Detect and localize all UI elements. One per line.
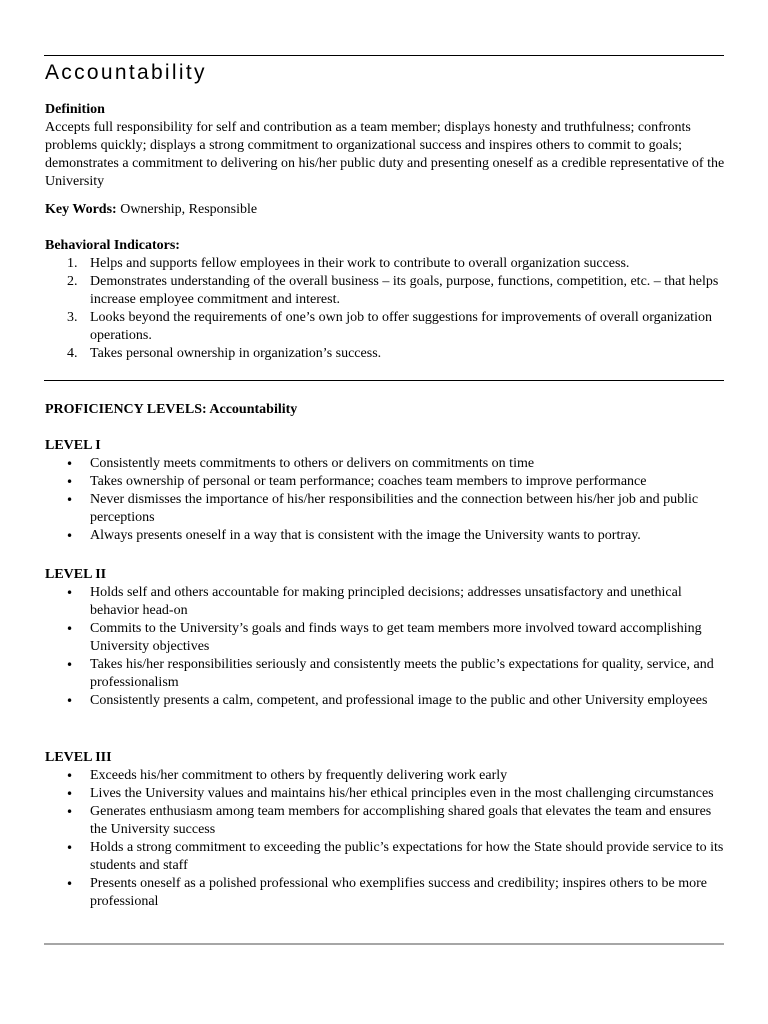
list-item-text: Takes ownership of personal or team performance; coaches team members to improve performance bbox=[90, 474, 647, 489]
list-item bbox=[45, 803, 725, 839]
list-item-text: Commits to the University’s goals and finds ways to get team members more involved toward accomplishing University objectives bbox=[90, 621, 702, 654]
bullet-icon: • bbox=[66, 529, 74, 543]
bullet-icon: • bbox=[66, 658, 74, 672]
bottom-divider bbox=[44, 943, 724, 945]
list-item-text: Consistently presents a calm, competent, and professional image to the public and other University employees bbox=[90, 693, 708, 708]
list-item bbox=[45, 875, 725, 911]
bullet-icon: • bbox=[66, 805, 74, 819]
list-item-text: Holds self and others accountable for making principled decisions; addresses unsatisfactory and unethical behavior head-on bbox=[90, 585, 682, 618]
list-item-text: Exceeds his/her commitment to others by frequently delivering work early bbox=[90, 768, 508, 783]
list-number: 3. bbox=[67, 310, 78, 325]
list-item-text: Helps and supports fellow employees in their work to contribute to overall organization success. bbox=[90, 256, 630, 271]
list-item bbox=[45, 345, 725, 363]
list-item-text: Takes his/her responsibilities seriously and consistently meets the public’s expectations for quality, service, and professionalism bbox=[90, 657, 714, 690]
list-item bbox=[45, 767, 725, 785]
list-item-text: Always presents oneself in a way that is consistent with the image the University wants to portray. bbox=[90, 528, 641, 543]
bullet-icon: • bbox=[66, 493, 74, 507]
behavioral-indicators-section bbox=[45, 237, 725, 363]
list-item bbox=[45, 491, 725, 527]
definition-section bbox=[45, 101, 725, 191]
list-item bbox=[45, 527, 725, 545]
level-2-heading: LEVEL II bbox=[45, 567, 107, 582]
bullet-icon: • bbox=[66, 475, 74, 489]
bullet-icon: • bbox=[66, 787, 74, 801]
level-1-heading: LEVEL I bbox=[45, 438, 101, 453]
page-title: Accountability bbox=[45, 61, 207, 84]
bullet-icon: • bbox=[66, 877, 74, 891]
list-item bbox=[45, 656, 725, 692]
key-words-section bbox=[45, 201, 725, 219]
list-item-text: Generates enthusiasm among team members for accomplishing shared goals that elevates the team and ensures the University success bbox=[90, 804, 712, 837]
list-item bbox=[45, 839, 725, 875]
top-divider bbox=[44, 55, 724, 56]
list-item bbox=[45, 692, 725, 710]
proficiency-heading: PROFICIENCY LEVELS: Accountability bbox=[45, 402, 298, 417]
level-1-list bbox=[45, 455, 725, 545]
list-item bbox=[45, 273, 725, 309]
list-item-text: Lives the University values and maintains his/her ethical principles even in the most challenging circumstances bbox=[90, 786, 714, 801]
list-item-text: Never dismisses the importance of his/her responsibilities and the connection between his/her job and public perceptions bbox=[90, 492, 699, 525]
bullet-icon: • bbox=[66, 622, 74, 636]
definition-text: Accepts full responsibility for self and contribution as a team member; displays honesty and truthfulness; confronts problems quickly; displays a strong commitment to organizational success and inspires others to commit to goals; demonstrates a commitment to delivering on his/her public duty and presenting oneself as a credible representative of the University bbox=[45, 120, 725, 189]
key-words-line bbox=[45, 201, 725, 219]
list-number: 1. bbox=[67, 256, 78, 271]
bullet-icon: • bbox=[66, 457, 74, 471]
list-number: 4. bbox=[67, 346, 78, 361]
key-words-label: Key Words: bbox=[45, 202, 117, 217]
list-item-text: Looks beyond the requirements of one’s own job to offer suggestions for improvements of overall organization operations. bbox=[90, 310, 712, 343]
bullet-icon: • bbox=[66, 694, 74, 708]
list-item bbox=[45, 620, 725, 656]
list-item-text: Takes personal ownership in organization’s success. bbox=[90, 346, 382, 361]
level-2-list bbox=[45, 584, 725, 710]
behavioral-indicators-heading: Behavioral Indicators: bbox=[45, 238, 180, 253]
list-item bbox=[45, 785, 725, 803]
behavioral-indicators-list bbox=[45, 255, 725, 363]
bullet-icon: • bbox=[66, 769, 74, 783]
level-3-heading: LEVEL III bbox=[45, 750, 112, 765]
level-3-list bbox=[45, 767, 725, 911]
proficiency-section bbox=[45, 401, 725, 419]
list-number: 2. bbox=[67, 274, 78, 289]
middle-divider bbox=[44, 380, 724, 381]
level-3-section bbox=[45, 749, 725, 911]
list-item-text: Consistently meets commitments to others or delivers on commitments on time bbox=[90, 456, 535, 471]
list-item bbox=[45, 584, 725, 620]
list-item bbox=[45, 255, 725, 273]
list-item bbox=[45, 309, 725, 345]
level-1-section bbox=[45, 437, 725, 545]
bullet-icon: • bbox=[66, 841, 74, 855]
level-2-section bbox=[45, 566, 725, 710]
bullet-icon: • bbox=[66, 586, 74, 600]
list-item bbox=[45, 473, 725, 491]
definition-heading: Definition bbox=[45, 102, 105, 117]
list-item bbox=[45, 455, 725, 473]
list-item-text: Holds a strong commitment to exceeding the public’s expectations for how the State should provide service to its students and staff bbox=[90, 840, 724, 873]
key-words-text: Ownership, Responsible bbox=[116, 202, 258, 217]
list-item-text: Presents oneself as a polished professional who exemplifies success and credibility; inspires others to be more professional bbox=[90, 876, 708, 909]
list-item-text: Demonstrates understanding of the overall business – its goals, purpose, functions, competition, etc. – that helps increase employee commitment and interest. bbox=[90, 274, 719, 307]
